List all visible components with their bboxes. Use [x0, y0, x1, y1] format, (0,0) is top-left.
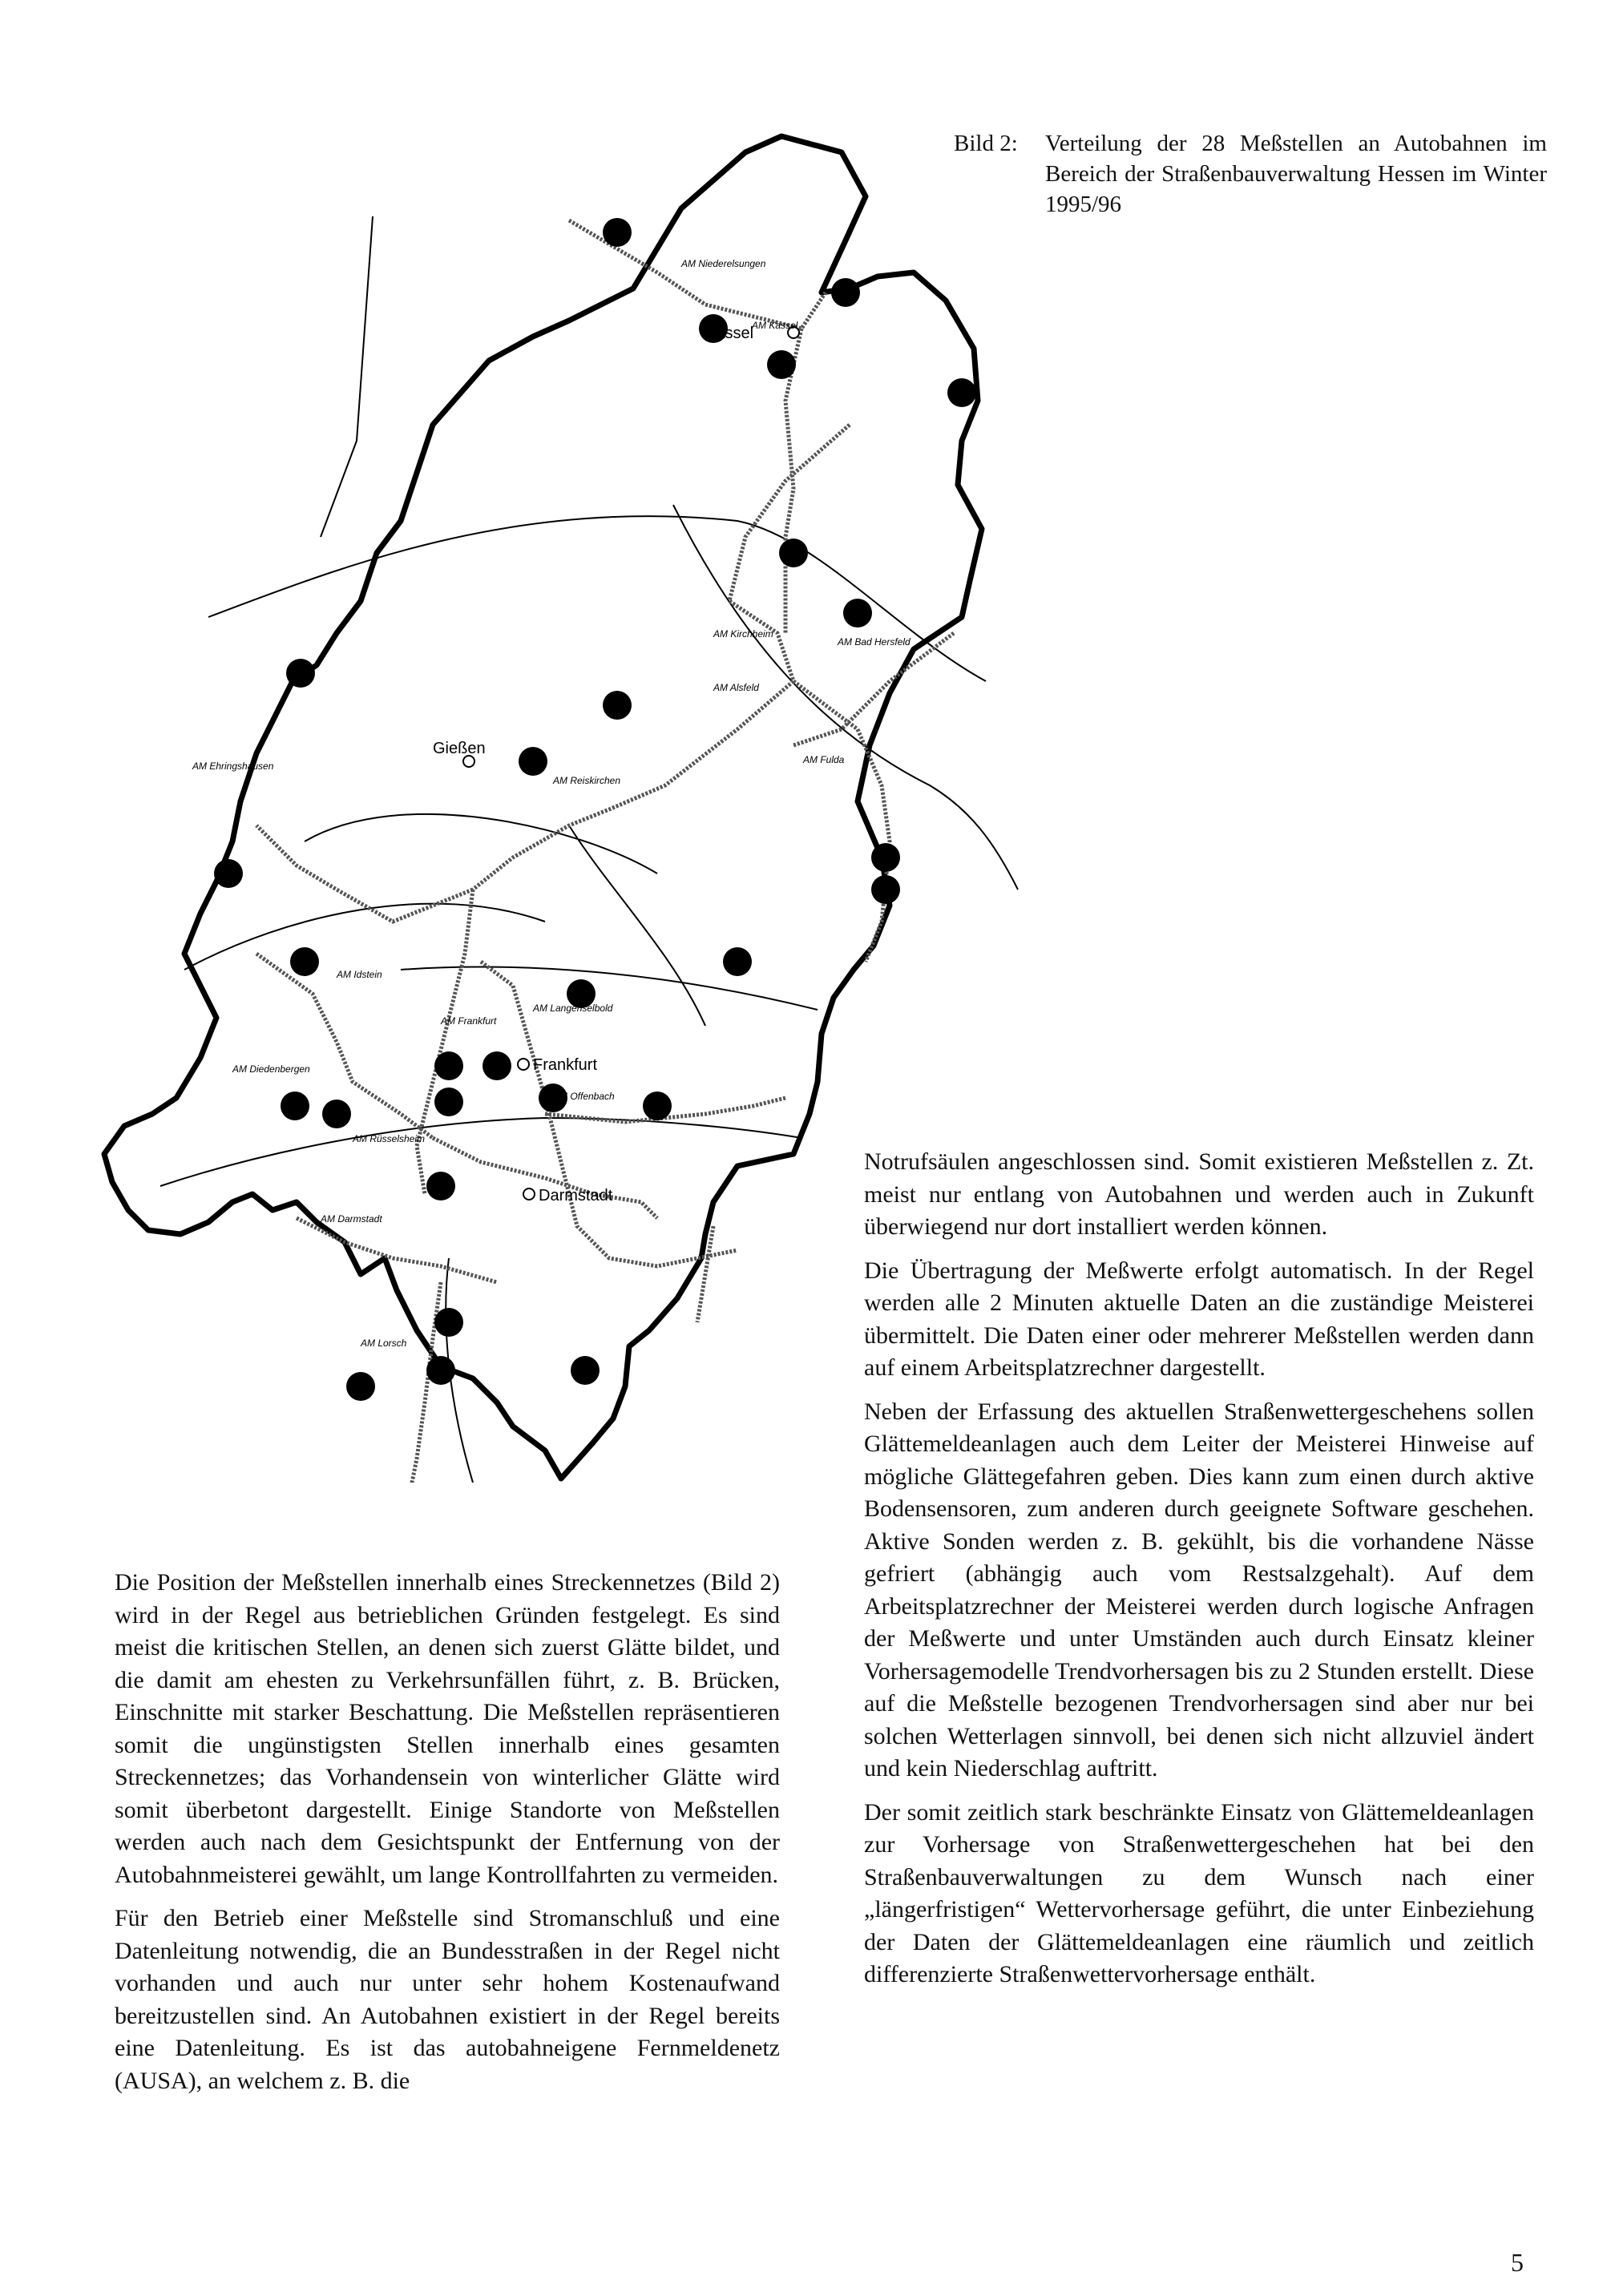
depot-label: AM Kirchheim — [713, 628, 773, 640]
right-text-column — [864, 1146, 1534, 2003]
paragraph: Für den Betrieb einer Meßstelle sind Stromanschluß und eine Datenleitung notwendig, die an Bundesstraßen in der Regel nicht vorhanden und auch nur unter sehr hohem Kostenaufwand bereitzustellen sind. An Autobahnen existiert in der Regel bereits eine Datenleitung. Es ist das autobahneigene Fernmeldenetz (AUSA), an welchem z. B. die — [115, 1905, 780, 2094]
figure-caption-text: Verteilung der 28 Meßstellen an Autobahnen im Bereich der Straßenbauverwaltung Hessen im Winter 1995/96 — [1045, 131, 1547, 217]
depot-label: AM Ehringshausen — [192, 761, 274, 772]
paragraph: Die Position der Meßstellen innerhalb eines Streckennetzes (Bild 2) wird in der Regel aus betrieblichen Gründen festgelegt. Es sind meist die kritischen Stellen, an denen sich zuerst Glätte bildet, und die damit am ehesten zu Verkehrsunfällen führt, z. B. Brücken, Einschnitte mit starker Beschattung. Die Meßstellen repräsentieren somit die ungünstigsten Stellen innerhalb eines gesamten Streckennetzes; das Vorhandensein von winterlicher Glätte wird somit überbetont dargestellt. Einige Standorte von Meßstellen werden auch nach dem Gesichtspunkt der Entfernung von der Autobahnmeisterei gewählt, um lange Kontrollfahrten zu vermeiden. — [115, 1569, 780, 1888]
paragraph: Die Übertragung der Meßwerte erfolgt automatisch. In der Regel werden alle 2 Minuten aktuelle Daten an die zuständige Meisterei übermittelt. Die Daten einer oder mehrerer Meßstellen werden dann auf einem Arbeitsplatzrechner dargestellt. — [864, 1257, 1534, 1381]
depot-label: AM Alsfeld — [713, 682, 759, 693]
depot-label: AM Darmstadt — [321, 1213, 382, 1225]
depot-label: AM Bad Hersfeld — [838, 636, 911, 648]
figure-caption — [954, 128, 1547, 220]
depot-label: AM Rüsselsheim — [353, 1133, 426, 1144]
state-border — [104, 136, 982, 1479]
paragraph: Notrufsäulen angeschlossen sind. Somit existieren Meßstellen z. Zt. meist nur entlang von Autobahnen und werden auch in Zukunft überwiegend nur dort installiert werden können. — [864, 1148, 1534, 1240]
depot-label: AM Fulda — [803, 754, 845, 765]
page-number: 5 — [1511, 2248, 1524, 2277]
depot-label: AM Frankfurt — [441, 1015, 497, 1027]
city-label-frankfurt: Frankfurt — [533, 1056, 598, 1074]
city-label-darmstadt: Darmstadt — [539, 1187, 613, 1204]
paragraph: Neben der Erfassung des aktuellen Straßenwettergeschehens sollen Glättemeldeanlagen auch dem Leiter der Meisterei Hinweise auf mögliche Glättegefahren geben. Dies kann zum einen durch aktive Bodensensoren, zum anderen durch geeignete Software geschehen. Aktive Sonden werden z. B. gekühlt, bis die vorhandene Nässe gefriert (abhängig auch vom Restsalzgehalt). Auf dem Arbeitsplatzrechner der Meisterei werden durch logische Anfragen der Meßwerte und unter Umständen auch durch Einsatz kleiner Vorhersagemodelle Trendvorhersagen bis zu 2 Stunden erstellt. Diese auf die Meßstelle bezogenen Trendvorhersagen sind aber nur bei solchen Wetterlagen sinnvoll, bei denen sich nicht allzuviel ändert und kein Niederschlag auftritt. — [864, 1398, 1534, 1782]
city-label-giessen: Gießen — [433, 740, 486, 757]
depot-label: AM Niederelsungen — [681, 258, 766, 269]
depot-label: AM Offenbach — [553, 1091, 615, 1102]
left-text-column — [115, 1567, 780, 2108]
depot-label: AM Idstein — [337, 969, 382, 980]
paragraph: Der somit zeitlich stark beschränkte Einsatz von Glättemeldeanlagen zur Vorhersage von Straßenwettergeschehen hat bei den Straßenbauverwaltungen zu dem Wunsch nach einer „längerfristigen“ Wettervorhersage geführt, die unter Einbeziehung der Daten der Glättemeldeanlagen eine räumlich und zeitlich differenzierte Straßenwettervorhersage enthält. — [864, 1798, 1534, 1987]
depot-label: AM Reiskirchen — [553, 775, 621, 786]
city-label-kassel: Kassel — [705, 325, 754, 342]
depot-label: AM Diedenbergen — [232, 1063, 310, 1075]
figure-caption-label: Bild 2: — [954, 131, 1018, 156]
depot-label: AM Langenselbold — [533, 1003, 613, 1014]
depot-label: AM Kassel — [752, 320, 798, 331]
depot-label: AM Lorsch — [361, 1338, 407, 1349]
